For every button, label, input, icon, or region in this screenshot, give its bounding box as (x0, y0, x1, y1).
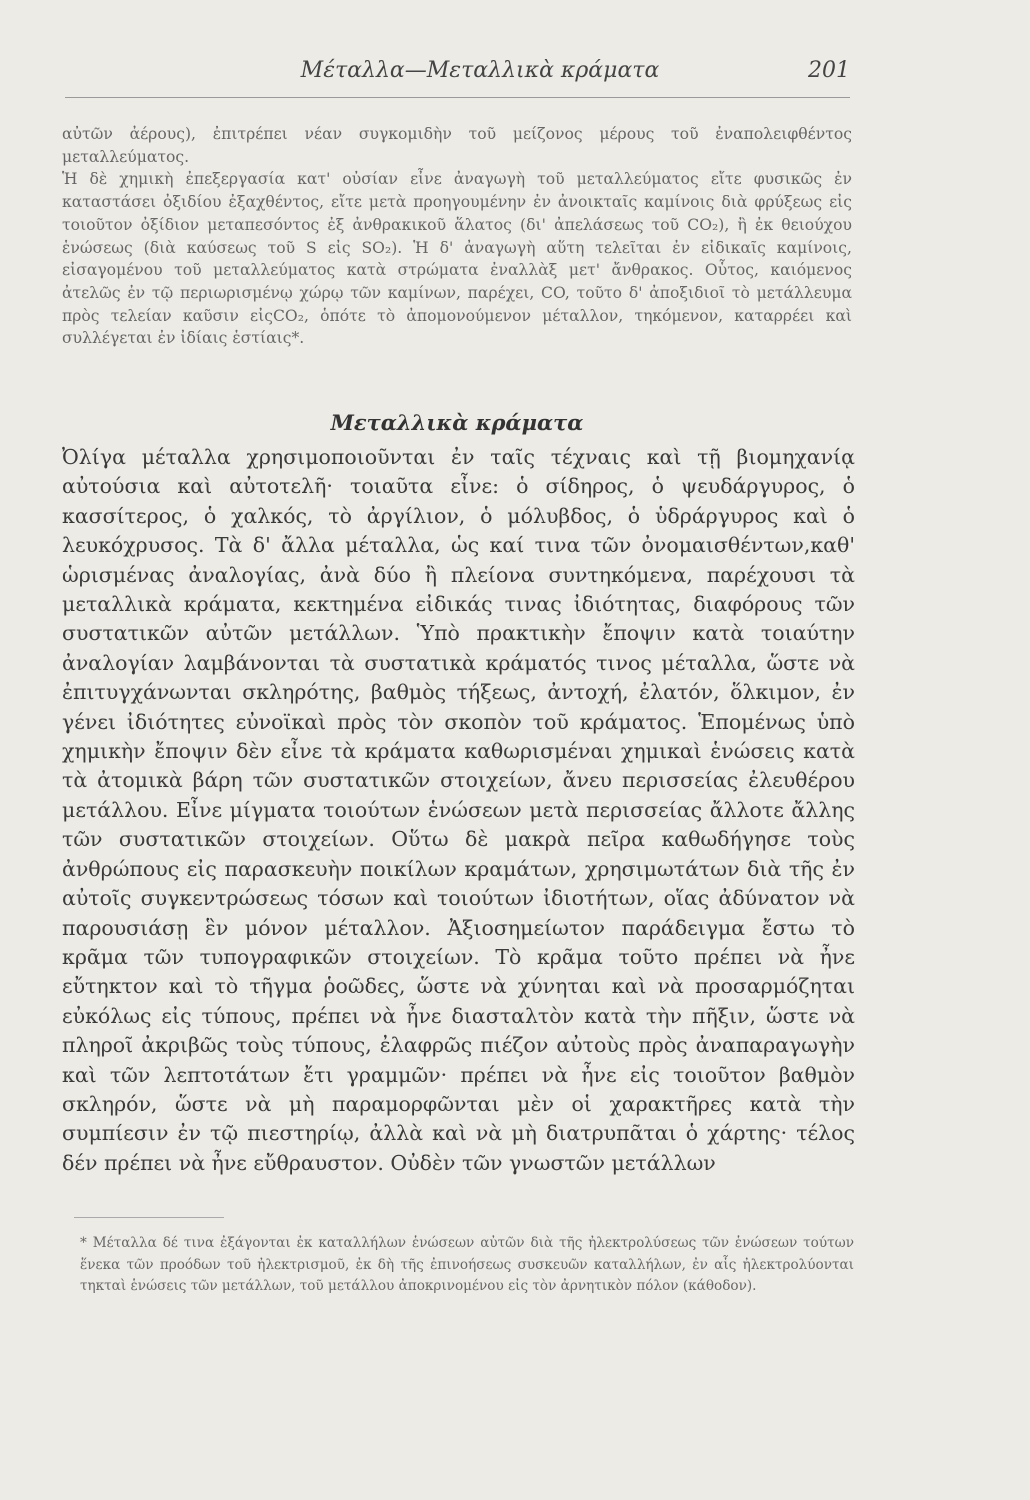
main-text-block (62, 443, 855, 1178)
reduction-paragraph: Ἡ δὲ χημικὴ ἐπεξεργασία κατ' οὐσίαν εἶνε ἀναγωγὴ τοῦ μεταλλεύματος εἴτε φυσικῶς ἐν καταστάσει ὀξιδίου ἐξαχθέντος, εἴτε μετὰ προηγουμένην ἐν ἀνοικταῖς καμίνοις διὰ φρύξεως εἰς τοιοῦτον ὀξίδιον μεταπεσόντος ἐξ ἀνθρακικοῦ ἅλατος (δι' ἀπελάσεως τοῦ CO₂), ἢ ἐκ θειούχου ἑνώσεως (διὰ καύσεως τοῦ S εἰς SO₂). Ἡ δ' ἀναγωγὴ αὕτη τελεῖται ἐν εἰδικαῖς καμίνοις, εἰσαγομένου τοῦ μεταλλεύματος κατὰ στρώματα ἐναλλὰξ μετ' ἄνθρακος. Οὗτος, καιόμενος ἀτελῶς ἐν τῷ περιωρισμένῳ χώρῳ τῶν καμίνων, παρέχει, CO, τοῦτο δ' ἀποξιδιοῖ τὸ μετάλλευμα πρὸς τελείαν καῦσιν εἰςCO₂, ὁπότε τὸ ἀπομονούμενον μέταλλον, τηκόμενον, καταρρέει καὶ συλλέγεται ἐν ἰδίαις ἑστίαις*. (62, 170, 852, 348)
footnote-rule (74, 1217, 224, 1218)
running-header (290, 58, 850, 94)
footnote-text: * Μέταλλα δέ τινα ἐξάγονται ἐκ καταλλήλων ἑνώσεων αὐτῶν διὰ τῆς ἠλεκτρολύσεως τῶν ἑνώσεων τούτων ἕνεκα τῶν προόδων τοῦ ἠλεκτρισμοῦ, ἐκ δὴ τῆς ἐπινοήσεως συσκευῶν καταλλήλων, ἐν αἷς ἠλεκτρολύονται τηκταὶ ἑνώσεις τῶν μετάλλων, τοῦ μετάλλου ἀποκρινομένου εἰς τὸν ἀρνητικὸν πόλον (κάθοδον). (80, 1235, 854, 1294)
continued-text-block (62, 123, 852, 350)
header-rule (65, 97, 850, 98)
page-number: 201 (808, 58, 850, 83)
continued-paragraph: αὐτῶν ἀέρους), ἐπιτρέπει νέαν συγκομιδὴν τοῦ μείζονος μέρους τοῦ ἐναπολειφθέντος μεταλλεύματος. (62, 125, 852, 166)
alloys-paragraph: Ὀλίγα μέταλλα χρησιμοποιοῦνται ἐν ταῖς τέχναις καὶ τῇ βιομηχανίᾳ αὐτούσια καὶ αὐτοτελῆ· τοιαῦτα εἶνε: ὁ σίδηρος, ὁ ψευδάργυρος, ὁ κασσίτερος, ὁ χαλκός, τὸ ἀργίλιον, ὁ μόλυβδος, ὁ ὑδράργυρος καὶ ὁ λευκόχρυσος. Τὰ δ' ἄλλα μέταλλα, ὡς καί τινα τῶν ὀνομαισθέντων,καθ' ὡρισμένας ἀναλογίας, ἀνὰ δύο ἢ πλείονα συντηκόμενα, παρέχουσι τὰ μεταλλικὰ κράματα, κεκτημένα εἰδικάς τινας ἰδιότητας, διαφόρους τῶν συστατικῶν αὐτῶν μετάλλων. Ὑπὸ πρακτικὴν ἔποψιν κατὰ τοιαύτην ἀναλογίαν λαμβάνονται τὰ συστατικὰ κράματός τινος μέταλλα, ὥστε νὰ ἐπιτυγχάνωνται σκληρότης, βαθμὸς τήξεως, ἀντοχή, ἐλατόν, ὅλκιμον, ἐν γένει ἰδιότητες εὐνοϊκαὶ πρὸς τὸν σκοπὸν τοῦ κράματος. Ἑπομένως ὑπὸ χημικὴν ἔποψιν δὲν εἶνε τὰ κράματα καθωρισμέναι χημικαὶ ἑνώσεις κατὰ τὰ ἀτομικὰ βάρη τῶν συστατικῶν στοιχείων, ἄνευ περισσείας ἐλευθέρου μετάλλου. Εἶνε μίγματα τοιούτων ἑνώσεων μετὰ περισσείας ἄλλοτε ἄλλης τῶν συστατικῶν στοιχείων. Οὕτω δὲ μακρὰ πεῖρα καθωδήγησε τοὺς ἀνθρώπους εἰς παρασκευὴν ποικίλων κραμάτων, χρησιμωτάτων διὰ τῆς ἐν αὐτοῖς συγκεντρώσεως τόσων καὶ τοιούτων ἰδιοτήτων, οἵας ἀδύνατον νὰ παρουσιάσῃ ἓν μόνον μέταλλον. Ἀξιοσημείωτον παράδειγμα ἔστω τὸ κρᾶμα τῶν τυπογραφικῶν στοιχείων. Τὸ κρᾶμα τοῦτο πρέπει νὰ ἦνε εὔτηκτον καὶ τὸ τῆγμα ῥοῶδες, ὥστε νὰ χύνηται καὶ νὰ προσαρμόζηται εὐκόλως εἰς τύπους, πρέπει νὰ ἦνε διασταλτὸν κατὰ τὴν πῆξιν, ὥστε νὰ πληροῖ ἀκριβῶς τοὺς τύπους, ἐλαφρῶς πιέζον αὐτοὺς πρὸς ἀναπαραγωγὴν καὶ τῶν λεπτοτάτων ἔτι γραμμῶν· πρέπει νὰ ἦνε εἰς τοιοῦτον βαθμὸν σκληρόν, ὥστε νὰ μὴ παραμορφῶνται μὲν οἱ χαρακτῆρες κατὰ τὴν συμπίεσιν ἐν τῷ πιεστηρίῳ, ἀλλὰ καὶ νὰ μὴ διατρυπᾶται ὁ χάρτης· τέλος δέν πρέπει νὰ ἦνε εὔθραυστον. Οὐδὲν τῶν γνωστῶν μετάλλων (62, 445, 855, 1175)
footnote (80, 1233, 854, 1298)
section-heading: Μεταλλικὰ κράματα (330, 410, 584, 435)
running-title: Μέταλλα—Μεταλλικὰ κράματα (300, 58, 660, 83)
